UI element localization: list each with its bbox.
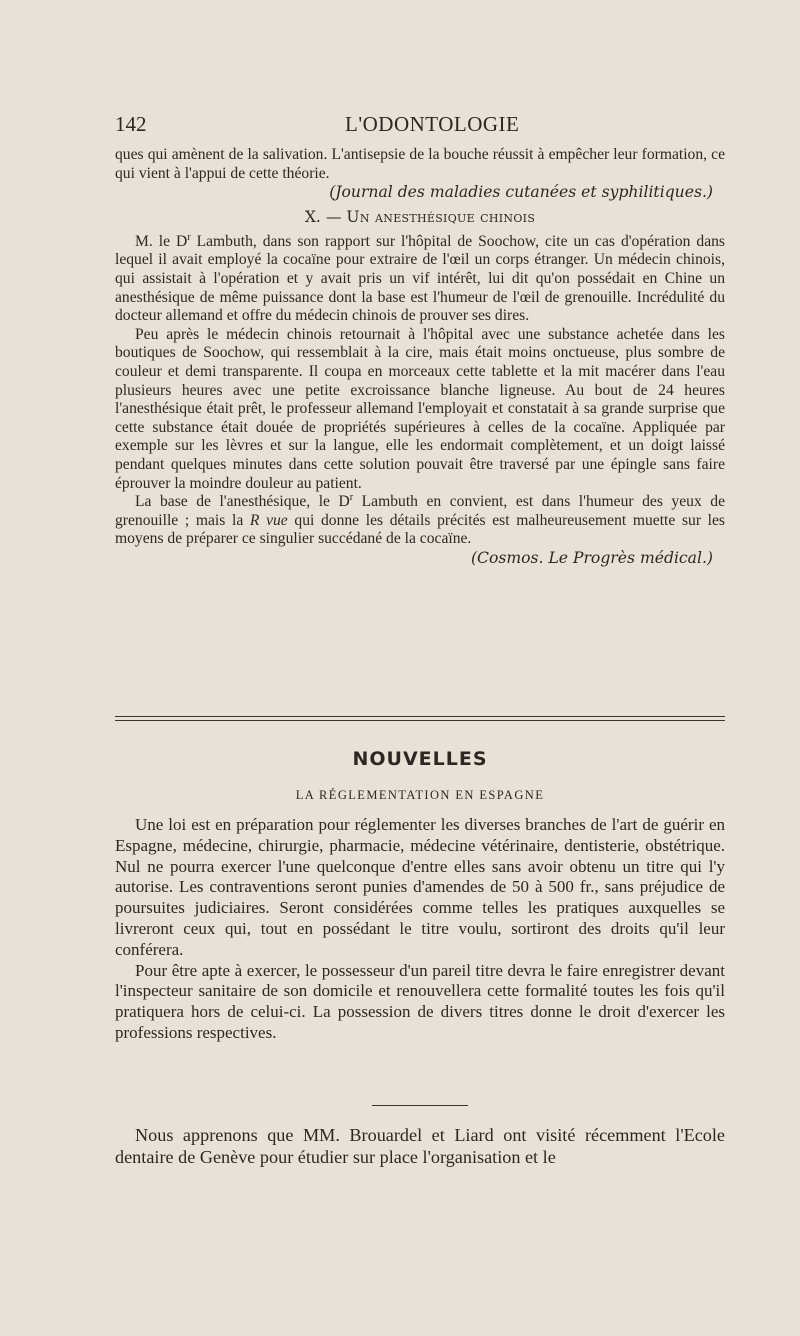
- news-subheading: LA RÉGLEMENTATION EN ESPAGNE: [295, 788, 545, 802]
- article-column: [115, 146, 725, 567]
- rule-thick: [115, 716, 725, 717]
- page-number: 142: [115, 112, 147, 136]
- double-rule-divider: [115, 716, 725, 724]
- p3-italic: R vue: [249, 511, 288, 529]
- section-number: X. —: [304, 207, 342, 226]
- running-header: [115, 112, 725, 138]
- anesthetic-paragraph-3: [115, 493, 725, 549]
- running-title: L'ODONTOLOGIE: [345, 112, 520, 136]
- news-column: [115, 815, 725, 1044]
- source-citation-journal: (Journal des maladies cutanées et syphilitiques.): [329, 183, 713, 202]
- anesthetic-paragraph-2: Peu après le médecin chinois retournait à l'hôpital avec une substance achetée dans les boutiques de Soochow, qui ressemblait à la cire, mais était moins onctueuse, plus sombre de couleur et demi transparente. Il coupa en morceaux cette tablette et la mit macérer dans l'eau plusieurs heures avec une petite excroissance blanche ligneuse. Au bout de 24 heures l'anesthésique était prêt, le professeur allemand l'employait et constatait à sa grande surprise que cette substance était douée de propriétés supérieures à celles de la cocaïne. Appliquée par exemple sur les lèvres et sur la langue, elle les endormait complètement, et un doigt laissé pendant quelques minutes dans cette solution pouvait être traversé par une épingle sans faire éprouver la moindre douleur au patient.: [115, 325, 725, 492]
- news-paragraph-3: Nous apprenons que MM. Brouardel et Liard ont visité récemment l'Ecole dentaire de Genève pour étudier sur place l'organisation et le: [115, 1125, 725, 1167]
- news-paragraph-1: Une loi est en préparation pour réglementer les diverses branches de l'art de guérir en Espagne, médecine, chirurgie, pharmacie, médecine vétérinaire, dentisterie, obstétrique. Nul ne pourra exercer l'une quelconque d'entre elles sans avoir obtenu un titre qui l'y autorise. Les contraventions seront punies d'amendes de 50 à 500 fr., sans préjudice de poursuites judiciaires. Seront considérées comme telles les pratiques auxquelles se livreront ceux qui, tout en possédant le titre voulu, sortiront des droits qu'il leur conférera.: [115, 815, 725, 959]
- news-heading: NOUVELLES: [352, 748, 488, 770]
- short-divider: [372, 1105, 468, 1106]
- rule-thin: [115, 720, 725, 721]
- news-column-2: [115, 1124, 725, 1168]
- section-title: Un anesthésique chinois: [346, 207, 536, 226]
- p1-prefix: M. le D: [135, 232, 188, 250]
- continuation-paragraph: ques qui amènent de la salivation. L'antisepsie de la bouche réussit à empêcher leur formation, ce qui vient à l'appui de cette théorie.: [115, 146, 725, 182]
- p1-rest: Lambuth, dans son rapport sur l'hôpital de Soochow, cite un cas d'opération dans lequel il avait employé la cocaïne pour extraire de l'œil un corps étranger. Un médecin chinois, qui assistait à l'opération et y avait pris un vif intérêt, lui dit qu'on possédait en Chine un anesthésique de même puissance dont la base est l'humeur de l'œil de grenouille. Incrédulité du docteur allemand et offre du médecin chinois de prouver ses dires.: [115, 232, 725, 325]
- p3-prefix: La base de l'anesthésique, le D: [135, 493, 350, 511]
- section-heading: [115, 208, 725, 226]
- p1-superscript: r: [187, 231, 191, 243]
- p3-superscript: r: [349, 491, 354, 503]
- news-paragraph-2: Pour être apte à exercer, le possesseur d'un pareil titre devra le faire enregistrer devant l'inspecteur sanitaire de son domicile et renouvellera cette formalité toutes les fois qu'il pratiquera hors de celui-ci. La possession de divers titres donne le droit d'exercer les professions respectives.: [115, 960, 725, 1042]
- source-citation-cosmos: (Cosmos. Le Progrès médical.): [470, 548, 713, 567]
- anesthetic-paragraph-1: [115, 233, 725, 326]
- p3-rest: qui donne les détails précités est malheureusement muette sur les moyens de préparer ce singulier succédané de la cocaïne.: [115, 511, 725, 548]
- p3-mid: Lambuth en convient, est dans l'humeur des yeux de grenouille ; mais la: [115, 493, 725, 529]
